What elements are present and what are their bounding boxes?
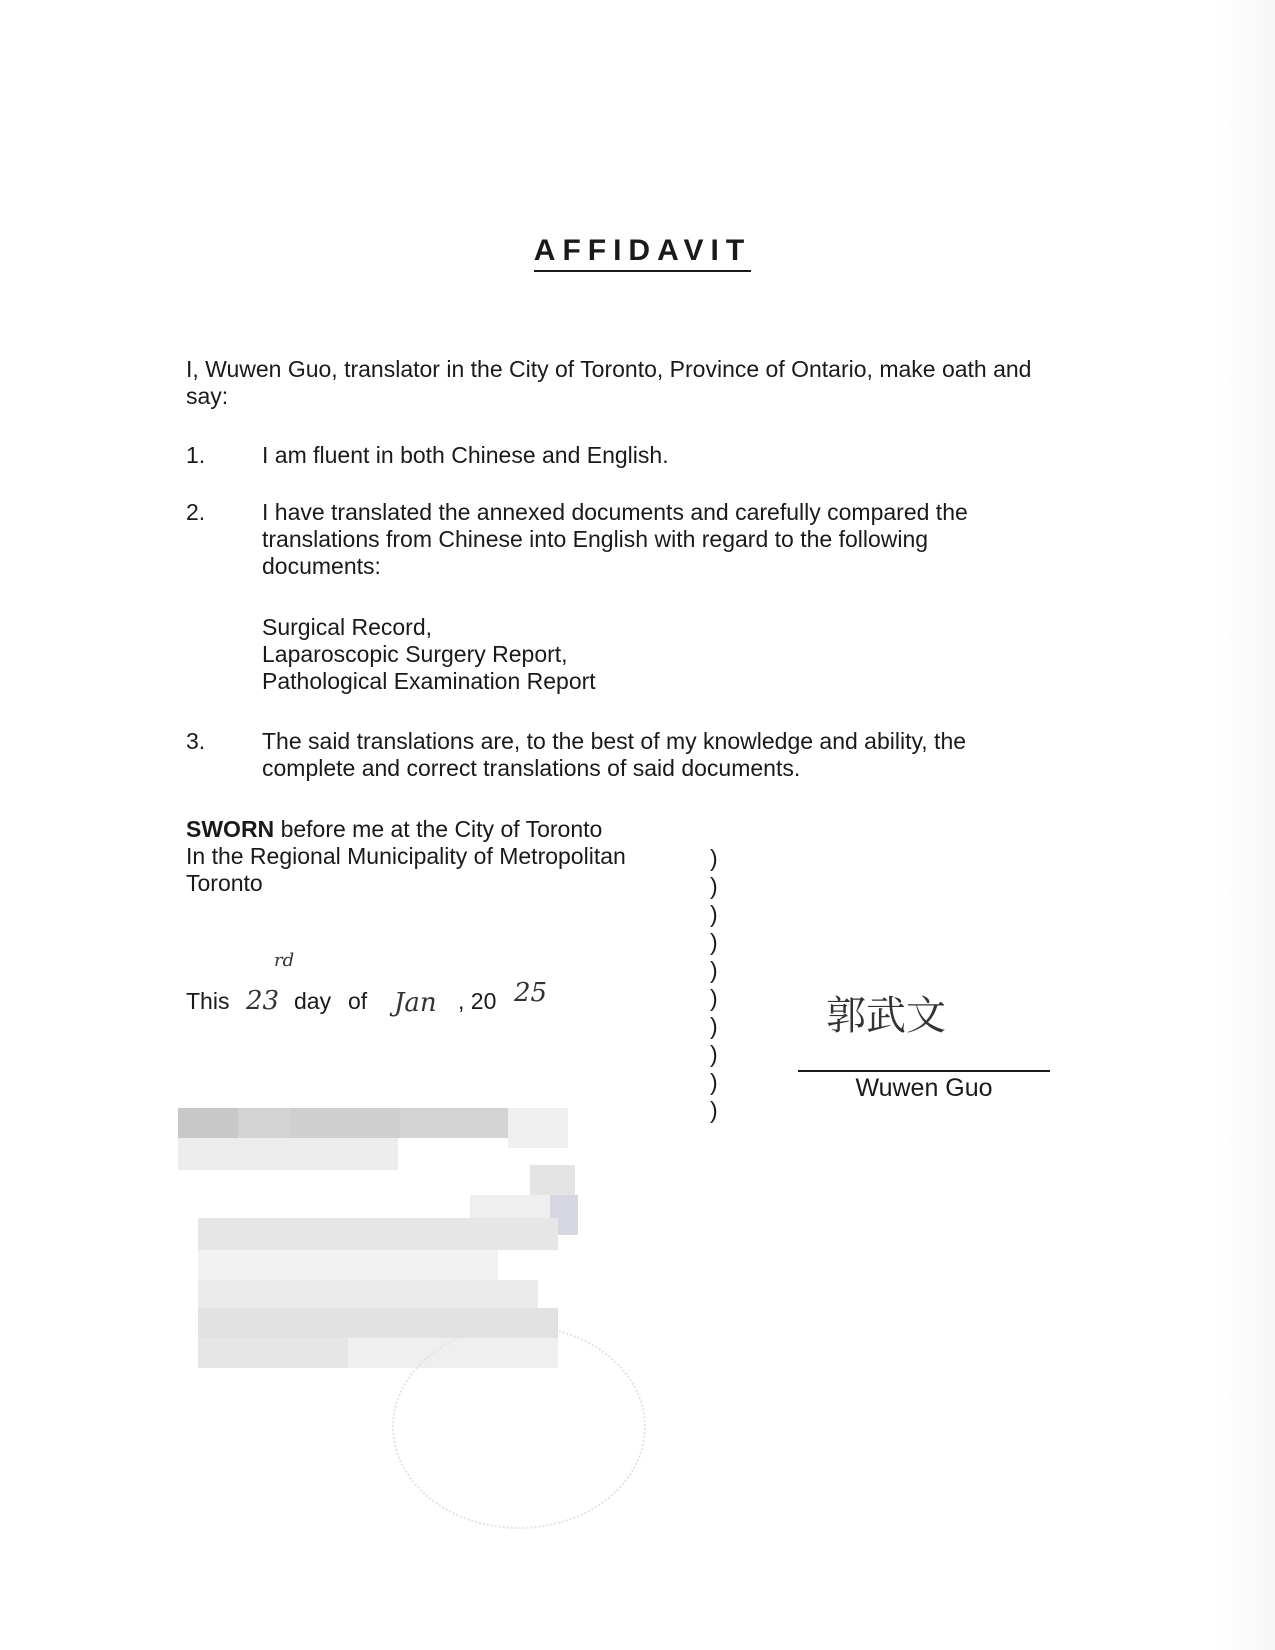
date-this: This bbox=[186, 988, 230, 1014]
parenthesis: ) bbox=[710, 1097, 718, 1123]
date-day: day bbox=[294, 988, 332, 1014]
date-month-handwritten: Jan bbox=[394, 988, 437, 1018]
redaction-block bbox=[198, 1338, 348, 1368]
date-day-handwritten: 23 bbox=[246, 986, 280, 1016]
date-of: of bbox=[348, 988, 368, 1014]
sworn-line-2: In the Regional Municipality of Metropolitan bbox=[186, 843, 626, 869]
signatory-name: Wuwen Guo bbox=[855, 1074, 993, 1102]
date-year-handwritten: 25 bbox=[514, 978, 548, 1008]
parenthesis: ) bbox=[710, 957, 718, 983]
title-text: AFFIDAVIT bbox=[534, 234, 751, 272]
item-1-number: 1. bbox=[186, 442, 206, 468]
sworn-line-3: Toronto bbox=[186, 870, 263, 896]
intro-paragraph: I, Wuwen Guo, translator in the City of Toronto, Province of Ontario, make oath and say: bbox=[186, 356, 1032, 409]
item-2-number: 2. bbox=[186, 499, 206, 525]
parenthesis: ) bbox=[710, 1041, 718, 1067]
document-item: Surgical Record, bbox=[262, 614, 433, 640]
date-day-suffix-handwritten: rd bbox=[274, 950, 295, 971]
sworn-label: SWORN bbox=[186, 816, 275, 842]
document-item: Laparoscopic Surgery Report, bbox=[262, 641, 568, 667]
document-title bbox=[0, 234, 1275, 272]
item-2-text: I have translated the annexed documents and carefully compared the translations from Chinese into English with regard to the following documents: bbox=[262, 499, 968, 579]
parenthesis: ) bbox=[710, 1069, 718, 1095]
item-3-number: 3. bbox=[186, 728, 206, 754]
redaction-block bbox=[178, 1138, 398, 1170]
parenthesis: ) bbox=[710, 929, 718, 955]
item-1-text: I am fluent in both Chinese and English. bbox=[262, 442, 669, 468]
sworn-block bbox=[186, 816, 706, 897]
document-item: Pathological Examination Report bbox=[262, 668, 596, 694]
parenthesis: ) bbox=[710, 873, 718, 899]
parenthesis: ) bbox=[710, 845, 718, 871]
signature-line bbox=[798, 1070, 1050, 1072]
notary-seal bbox=[392, 1325, 646, 1529]
redaction-block bbox=[198, 1218, 558, 1250]
parenthesis-column bbox=[710, 844, 730, 1124]
redaction-block bbox=[198, 1250, 498, 1280]
sworn-line-1: before me at the City of Toronto bbox=[280, 816, 603, 842]
item-3-text: The said translations are, to the best of my knowledge and ability, the complete and correct translations of said documents. bbox=[262, 728, 967, 781]
redaction-block bbox=[198, 1280, 538, 1308]
redaction-block bbox=[290, 1108, 400, 1138]
redaction-block bbox=[508, 1108, 568, 1148]
parenthesis: ) bbox=[710, 1013, 718, 1039]
parenthesis: ) bbox=[710, 985, 718, 1011]
document-list bbox=[262, 614, 862, 695]
redaction-block bbox=[178, 1108, 238, 1138]
date-year-prefix: , 20 bbox=[458, 988, 497, 1014]
handwritten-signature: 郭武文 bbox=[826, 993, 946, 1039]
parenthesis: ) bbox=[710, 901, 718, 927]
